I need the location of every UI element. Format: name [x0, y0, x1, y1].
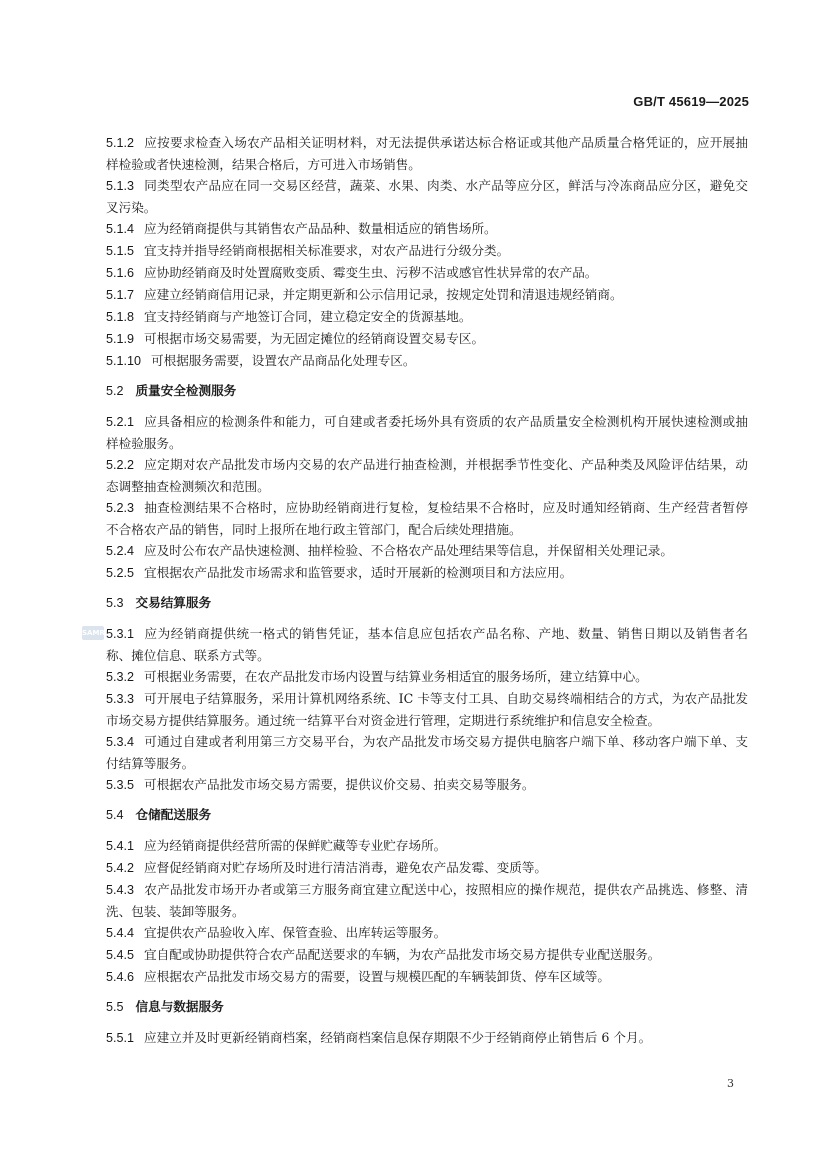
clause-number: 5.1.4 — [106, 222, 135, 236]
clause-text: 应为经销商提供与其销售农产品品种、数量相适应的销售场所。 — [144, 221, 497, 236]
clause — [106, 454, 748, 497]
clause-number: 5.1.6 — [106, 266, 135, 280]
section-number: 5.5 — [106, 1000, 124, 1014]
section-5-4 — [106, 796, 748, 988]
clause-text: 抽查检测结果不合格时，应协助经销商进行复检，复检结果不合格时，应及时通知经销商、生产经营者暂停不合格农产品的销售，同时上报所在地行政主管部门，配合后续处理措施。 — [106, 500, 748, 537]
clause-number: 5.2.4 — [106, 544, 135, 558]
clause-number: 5.1.8 — [106, 310, 135, 324]
clause-text: 应为经销商提供统一格式的销售凭证，基本信息应包括农产品名称、产地、数量、销售日期以及销售者名称、摊位信息、联系方式等。 — [106, 626, 748, 663]
clause — [106, 731, 748, 774]
section-title: 仓储配送服务 — [135, 807, 212, 822]
clause — [106, 240, 748, 262]
section-number: 5.2 — [106, 384, 124, 398]
section-heading — [106, 996, 748, 1018]
clause-number: 5.3.1 — [106, 627, 135, 641]
section-heading — [106, 380, 748, 402]
clause-text: 可根据服务需要，设置农产品商品化处理专区。 — [151, 353, 416, 368]
section-title: 交易结算服务 — [135, 595, 212, 610]
section-number: 5.3 — [106, 596, 124, 610]
section-title: 信息与数据服务 — [135, 999, 224, 1014]
clause — [106, 411, 748, 454]
clause — [106, 857, 748, 879]
clause-text: 农产品批发市场开办者或第三方服务商宜建立配送中心，按照相应的操作规范，提供农产品挑选、修整、清洗、包装、装卸等服务。 — [106, 882, 748, 919]
clause-number: 5.3.4 — [106, 735, 135, 749]
clause — [106, 540, 748, 562]
clause — [106, 835, 748, 857]
clause-text: 宜支持经销商与产地签订合同，建立稳定安全的货源基地。 — [144, 309, 472, 324]
clause-text: 应定期对农产品批发市场内交易的农产品进行抽查检测，并根据季节性变化、产品种类及风险评估结果，动态调整抽查检测频次和范围。 — [106, 457, 748, 494]
clause-number: 5.1.7 — [106, 288, 135, 302]
clause-text: 同类型农产品应在同一交易区经营，蔬菜、水果、肉类、水产品等应分区，鲜活与冷冻商品应分区，避免交叉污染。 — [106, 178, 748, 215]
section-heading — [106, 804, 748, 826]
clause — [106, 688, 748, 731]
clause — [106, 262, 748, 284]
clause-text: 应为经销商提供经营所需的保鲜贮藏等专业贮存场所。 — [144, 838, 447, 853]
clause-number: 5.4.5 — [106, 948, 135, 962]
clause — [106, 922, 748, 944]
section-title: 质量安全检测服务 — [135, 383, 237, 398]
clause-number: 5.2.3 — [106, 501, 135, 515]
clause-number: 5.1.3 — [106, 179, 135, 193]
page-number: 3 — [727, 1077, 734, 1090]
clause-text: 宜提供农产品验收入库、保管查验、出库转运等服务。 — [144, 925, 447, 940]
clause-text: 应协助经销商及时处置腐败变质、霉变生虫、污秽不洁或感官性状异常的农产品。 — [144, 265, 598, 280]
clause-text: 应按要求检查入场农产品相关证明材料，对无法提供承诺达标合格证或其他产品质量合格凭证的，应开展抽样检验或者快速检测，结果合格后，方可进入市场销售。 — [106, 135, 748, 172]
clause-number: 5.1.10 — [106, 354, 142, 368]
clause — [106, 497, 748, 540]
clause-text: 可根据市场交易需要，为无固定摊位的经销商设置交易专区。 — [144, 331, 485, 346]
clause-number: 5.2.5 — [106, 566, 135, 580]
clause-number: 5.4.3 — [106, 883, 135, 897]
section-5-3 — [106, 584, 748, 796]
watermark-logo: SAMR — [82, 626, 104, 640]
clause-number: 5.1.5 — [106, 244, 135, 258]
clause-text: 可开展电子结算服务，采用计算机网络系统、IC 卡等支付工具、自助交易终端相结合的方式，为农产品批发市场交易方提供结算服务。通过统一结算平台对资金进行管理，定期进行系统维护和信息安全检查。 — [106, 691, 748, 728]
clause-number: 5.2.2 — [106, 458, 135, 472]
clause — [106, 306, 748, 328]
clause — [106, 623, 748, 666]
clause-number: 5.3.2 — [106, 670, 135, 684]
clause-text: 应具备相应的检测条件和能力，可自建或者委托场外具有资质的农产品质量安全检测机构开展快速检测或抽样检验服务。 — [106, 414, 748, 451]
standard-number: GB/T 45619—2025 — [633, 94, 749, 109]
clause-number: 5.3.3 — [106, 692, 135, 706]
clause-text: 应督促经销商对贮存场所及时进行清洁消毒，避免农产品发霉、变质等。 — [144, 860, 548, 875]
clause — [106, 944, 748, 966]
clause-number: 5.1.2 — [106, 136, 135, 150]
clause — [106, 879, 748, 922]
clause-number: 5.4.1 — [106, 839, 135, 853]
clause — [106, 562, 748, 584]
clause-text: 应及时公布农产品快速检测、抽样检验、不合格农产品处理结果等信息，并保留相关处理记录。 — [144, 543, 673, 558]
clause-text: 应建立并及时更新经销商档案，经销商档案信息保存期限不少于经销商停止销售后 6 个月。 — [144, 1030, 652, 1045]
clause — [106, 175, 748, 218]
clause-number: 5.1.9 — [106, 332, 135, 346]
section-5-1 — [106, 132, 748, 372]
section-number: 5.4 — [106, 808, 124, 822]
clause — [106, 1027, 748, 1049]
section-5-5 — [106, 988, 748, 1049]
clause-number: 5.3.5 — [106, 778, 135, 792]
clause-text: 宜根据农产品批发市场需求和监管要求，适时开展新的检测项目和方法应用。 — [144, 565, 573, 580]
clause — [106, 966, 748, 988]
clause-text: 可通过自建或者利用第三方交易平台，为农产品批发市场交易方提供电脑客户端下单、移动客户端下单、支付结算等服务。 — [106, 734, 748, 771]
clause-text: 应根据农产品批发市场交易方的需要，设置与规模匹配的车辆装卸货、停车区域等。 — [144, 969, 610, 984]
clause — [106, 666, 748, 688]
clause-text: 宜自配或协助提供符合农产品配送要求的车辆，为农产品批发市场交易方提供专业配送服务。 — [144, 947, 661, 962]
clause — [106, 774, 748, 796]
document-body — [106, 132, 748, 1049]
clause — [106, 328, 748, 350]
clause — [106, 132, 748, 175]
clause — [106, 218, 748, 240]
section-5-2 — [106, 372, 748, 584]
clause — [106, 350, 748, 372]
clause-number: 5.2.1 — [106, 415, 135, 429]
clause-number: 5.5.1 — [106, 1031, 135, 1045]
clause-number: 5.4.2 — [106, 861, 135, 875]
clause — [106, 284, 748, 306]
clause-text: 可根据农产品批发市场交易方需要，提供议价交易、拍卖交易等服务。 — [144, 777, 535, 792]
section-heading — [106, 592, 748, 614]
clause-number: 5.4.4 — [106, 926, 135, 940]
clause-number: 5.4.6 — [106, 970, 135, 984]
clause-text: 应建立经销商信用记录，并定期更新和公示信用记录，按规定处罚和清退违规经销商。 — [144, 287, 623, 302]
clause-text: 宜支持并指导经销商根据相关标准要求，对农产品进行分级分类。 — [144, 243, 510, 258]
clause-text: 可根据业务需要，在农产品批发市场内设置与结算业务相适宜的服务场所，建立结算中心。 — [144, 669, 648, 684]
